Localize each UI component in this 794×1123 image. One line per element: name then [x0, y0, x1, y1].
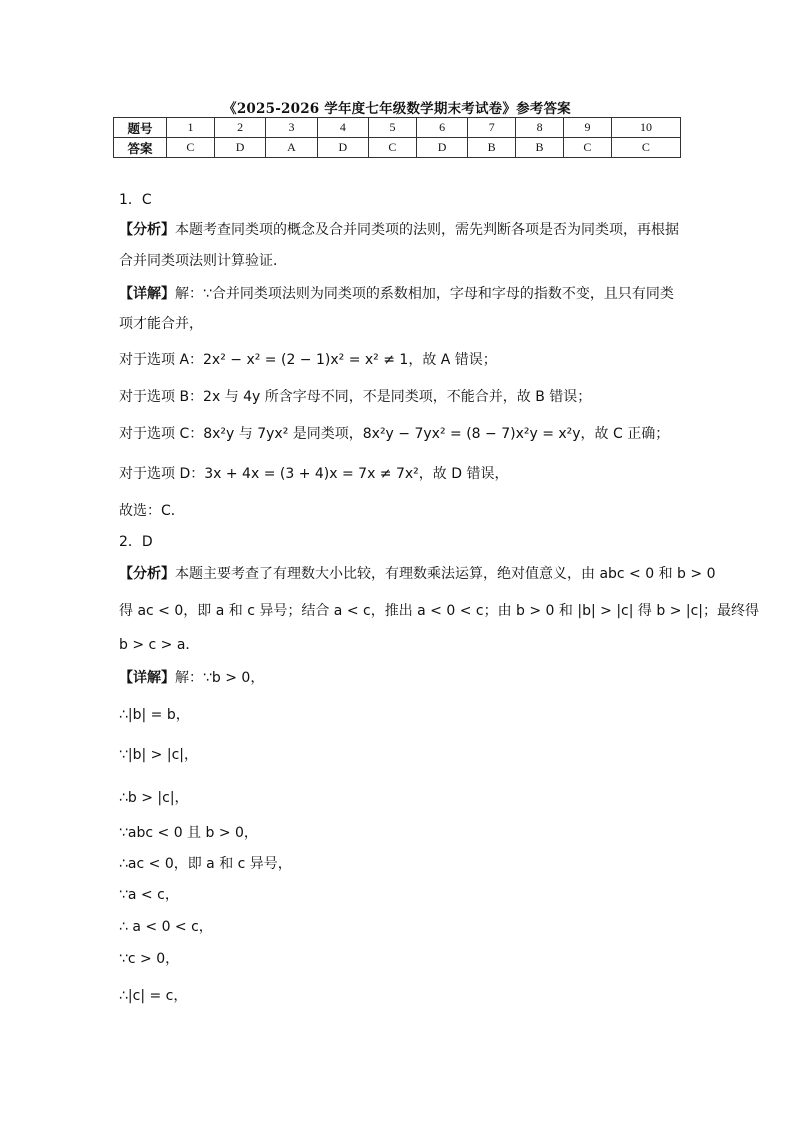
table-cell: C: [369, 138, 417, 158]
table-cell: 1: [167, 118, 215, 138]
q1-option-d: 对于选项 D：3x + 4x = (3 + 4)x = 7x ≠ 7x²，故 D 错误，: [119, 466, 509, 482]
table-cell: 6: [416, 118, 467, 138]
q2-step: ∴ac < 0，即 a 和 c 异号，: [119, 856, 292, 872]
q2-step: ∴|c| = c，: [119, 988, 188, 1004]
q1-detail-line1: [119, 283, 674, 303]
q2-analysis-line2: 得 ac < 0，即 a 和 c 异号；结合 a < c，推出 a < 0 < c；由 b > 0 和 |b| > |c| 得 b > |c|；最终得: [119, 603, 759, 619]
table-cell: B: [516, 138, 564, 158]
table-cell: D: [416, 138, 467, 158]
table-cell: 2: [214, 118, 265, 138]
table-cell: D: [214, 138, 265, 158]
q2-step: ∵c > 0，: [119, 951, 180, 967]
table-cell: 8: [516, 118, 564, 138]
analysis-tag: 【分析】: [119, 566, 175, 582]
table-cell: C: [564, 138, 612, 158]
table-cell: 9: [564, 118, 612, 138]
table-cell: C: [167, 138, 215, 158]
analysis-tag: 【分析】: [119, 222, 175, 238]
table-cell: 7: [468, 118, 516, 138]
table-cell: B: [468, 138, 516, 158]
table-cell: 3: [266, 118, 317, 138]
q2-step: ∴ a < 0 < c，: [119, 919, 213, 935]
q2-analysis-line3: b > c > a．: [119, 637, 200, 653]
table-cell: D: [317, 138, 368, 158]
table-header-answer: 答案: [114, 138, 167, 158]
answer-row: [114, 138, 681, 158]
question-number-row: [114, 118, 681, 138]
table-cell: A: [266, 138, 317, 158]
table-cell: 5: [369, 118, 417, 138]
q2-detail-line1: [119, 667, 264, 687]
document-title: 《2025-2026 学年度七年级数学期末考试卷》参考答案: [223, 101, 571, 117]
q2-step: ∴b > |c|，: [119, 790, 189, 806]
q1-option-a: 对于选项 A：2x² − x² = (2 − 1)x² = x² ≠ 1，故 A 错误；: [119, 352, 497, 368]
table-cell: C: [611, 138, 680, 158]
q2-step: ∵abc < 0 且 b > 0，: [119, 825, 258, 841]
q1-analysis-line1: [119, 219, 679, 239]
q2-step: ∴|b| = b，: [119, 707, 190, 723]
table-header-number: 题号: [114, 118, 167, 138]
q1-option-c: 对于选项 C：8x²y 与 7yx² 是同类项，8x²y − 7yx² = (8 − 7)x²y = x²y，故 C 正确；: [119, 426, 670, 442]
detail-tag: 【详解】: [119, 670, 175, 686]
q1-conclusion: 故选：C．: [119, 503, 185, 519]
q1-option-b: 对于选项 B：2x 与 4y 所含字母不同，不是同类项，不能合并，故 B 错误；: [119, 389, 592, 405]
analysis-text: 本题主要考查了有理数大小比较，有理数乘法运算，绝对值意义，由 abc < 0 和 b > 0: [175, 566, 716, 582]
q2-step: ∵a < c，: [119, 887, 179, 903]
q2-analysis-line1: [119, 563, 715, 583]
detail-tag: 【详解】: [119, 286, 175, 302]
table-cell: 10: [611, 118, 680, 138]
q1-detail-line2: 项才能合并，: [119, 316, 203, 332]
answer-table: [113, 117, 681, 158]
q1-heading: 1．C: [119, 192, 152, 208]
table-cell: 4: [317, 118, 368, 138]
q2-heading: 2．D: [119, 534, 153, 550]
detail-text: 解：∵b > 0，: [175, 670, 265, 686]
q2-step: ∵|b| > |c|，: [119, 747, 198, 763]
analysis-text: 本题考查同类项的概念及合并同类项的法则，需先判断各项是否为同类项，再根据: [175, 222, 679, 238]
detail-text: 解：∵合并同类项法则为同类项的系数相加，字母和字母的指数不变，且只有同类: [175, 286, 674, 302]
q1-analysis-line2: 合并同类项法则计算验证．: [119, 253, 287, 269]
